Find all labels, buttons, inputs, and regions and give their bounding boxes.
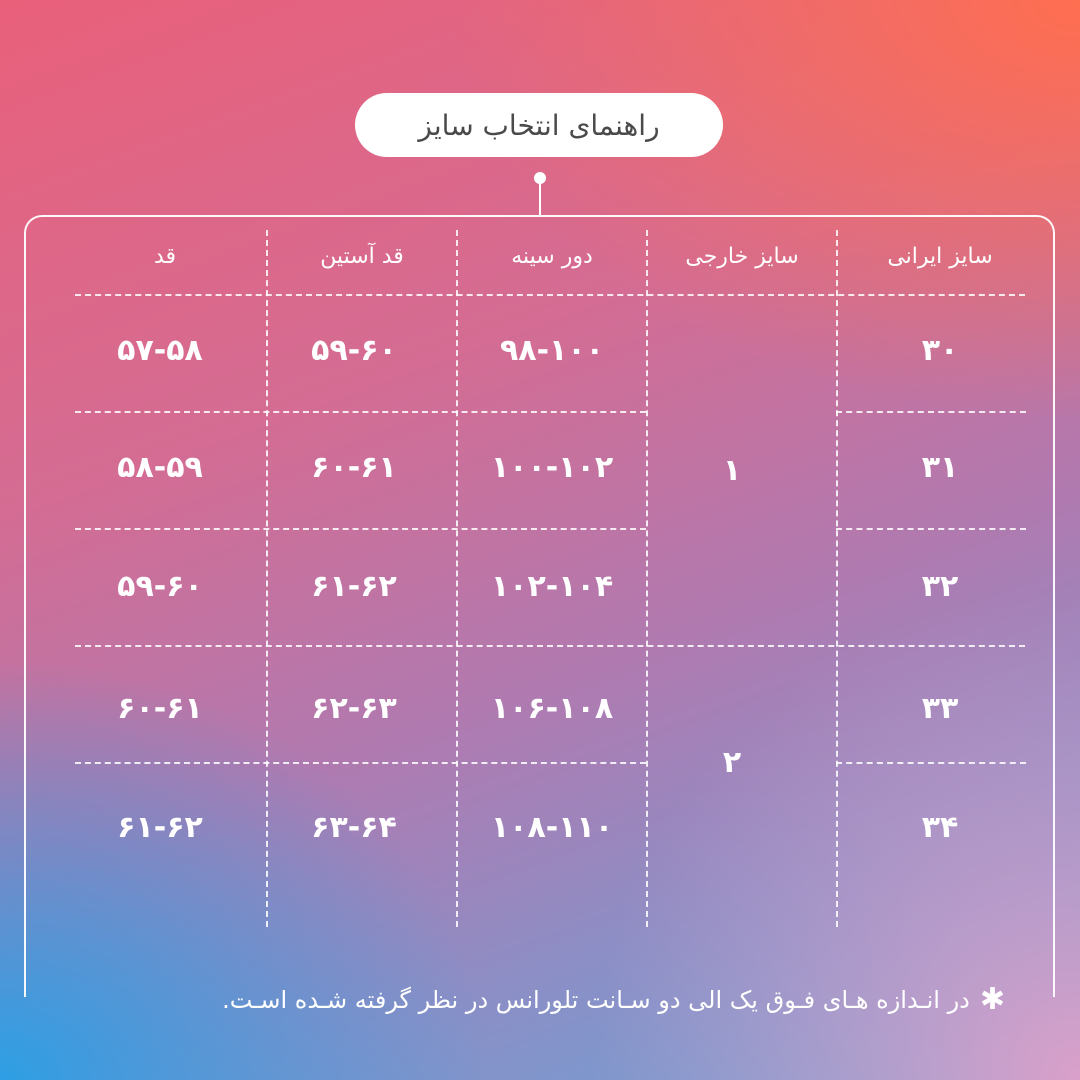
row-divider — [75, 645, 1025, 647]
cell-sleeve-length: ۶۰-۶۱ — [311, 449, 397, 485]
header-chest: دور سینه — [511, 243, 593, 269]
footnote-text: در انـدازه هـای فـوق یک الی دو سـانت تلورانس در نظر گرفته شـده اسـت. — [222, 986, 970, 1014]
cell-iranian-size: ۳۰ — [921, 332, 959, 368]
cell-sleeve-length: ۵۹-۶۰ — [311, 332, 397, 368]
cell-iranian-size: ۳۴ — [921, 809, 959, 845]
row-divider — [836, 411, 1026, 413]
cell-foreign-size: ۱ — [722, 452, 742, 488]
connector-dot — [534, 172, 546, 184]
row-divider — [75, 762, 646, 764]
header-height: قد — [153, 243, 177, 269]
cell-chest: ۱۰۶-۱۰۸ — [490, 690, 614, 726]
cell-sleeve-length: ۶۲-۶۳ — [311, 690, 397, 726]
header-foreign-size: سایز خارجی — [685, 243, 799, 269]
column-divider — [836, 230, 838, 927]
row-divider — [75, 528, 646, 530]
cell-sleeve-length: ۶۱-۶۲ — [311, 568, 397, 604]
cell-sleeve-length: ۶۳-۶۴ — [311, 809, 397, 845]
row-divider — [836, 528, 1026, 530]
row-divider — [75, 411, 646, 413]
cell-height: ۵۹-۶۰ — [117, 568, 203, 604]
header-sleeve-length: قد آستین — [320, 243, 404, 269]
cell-iranian-size: ۳۲ — [921, 568, 959, 604]
cell-iranian-size: ۳۱ — [921, 449, 959, 485]
page-title: راهنمای انتخاب سایز — [355, 93, 723, 157]
footnote — [222, 982, 1005, 1017]
cell-height: ۵۸-۵۹ — [117, 449, 203, 485]
cell-chest: ۹۸-۱۰۰ — [499, 332, 604, 368]
header-iranian-size: سایز ایرانی — [887, 243, 993, 269]
cell-height: ۶۱-۶۲ — [117, 809, 203, 845]
cell-chest: ۱۰۲-۱۰۴ — [490, 568, 614, 604]
cell-chest: ۱۰۰-۱۰۲ — [490, 449, 614, 485]
asterisk-icon: ✱ — [979, 982, 1005, 1017]
cell-chest: ۱۰۸-۱۱۰ — [490, 809, 614, 845]
row-divider — [836, 762, 1026, 764]
cell-iranian-size: ۳۳ — [921, 690, 959, 726]
row-divider — [75, 294, 1025, 296]
cell-foreign-size: ۲ — [722, 744, 742, 780]
cell-height: ۵۷-۵۸ — [117, 332, 203, 368]
cell-height: ۶۰-۶۱ — [117, 690, 203, 726]
connector-line — [539, 184, 541, 216]
